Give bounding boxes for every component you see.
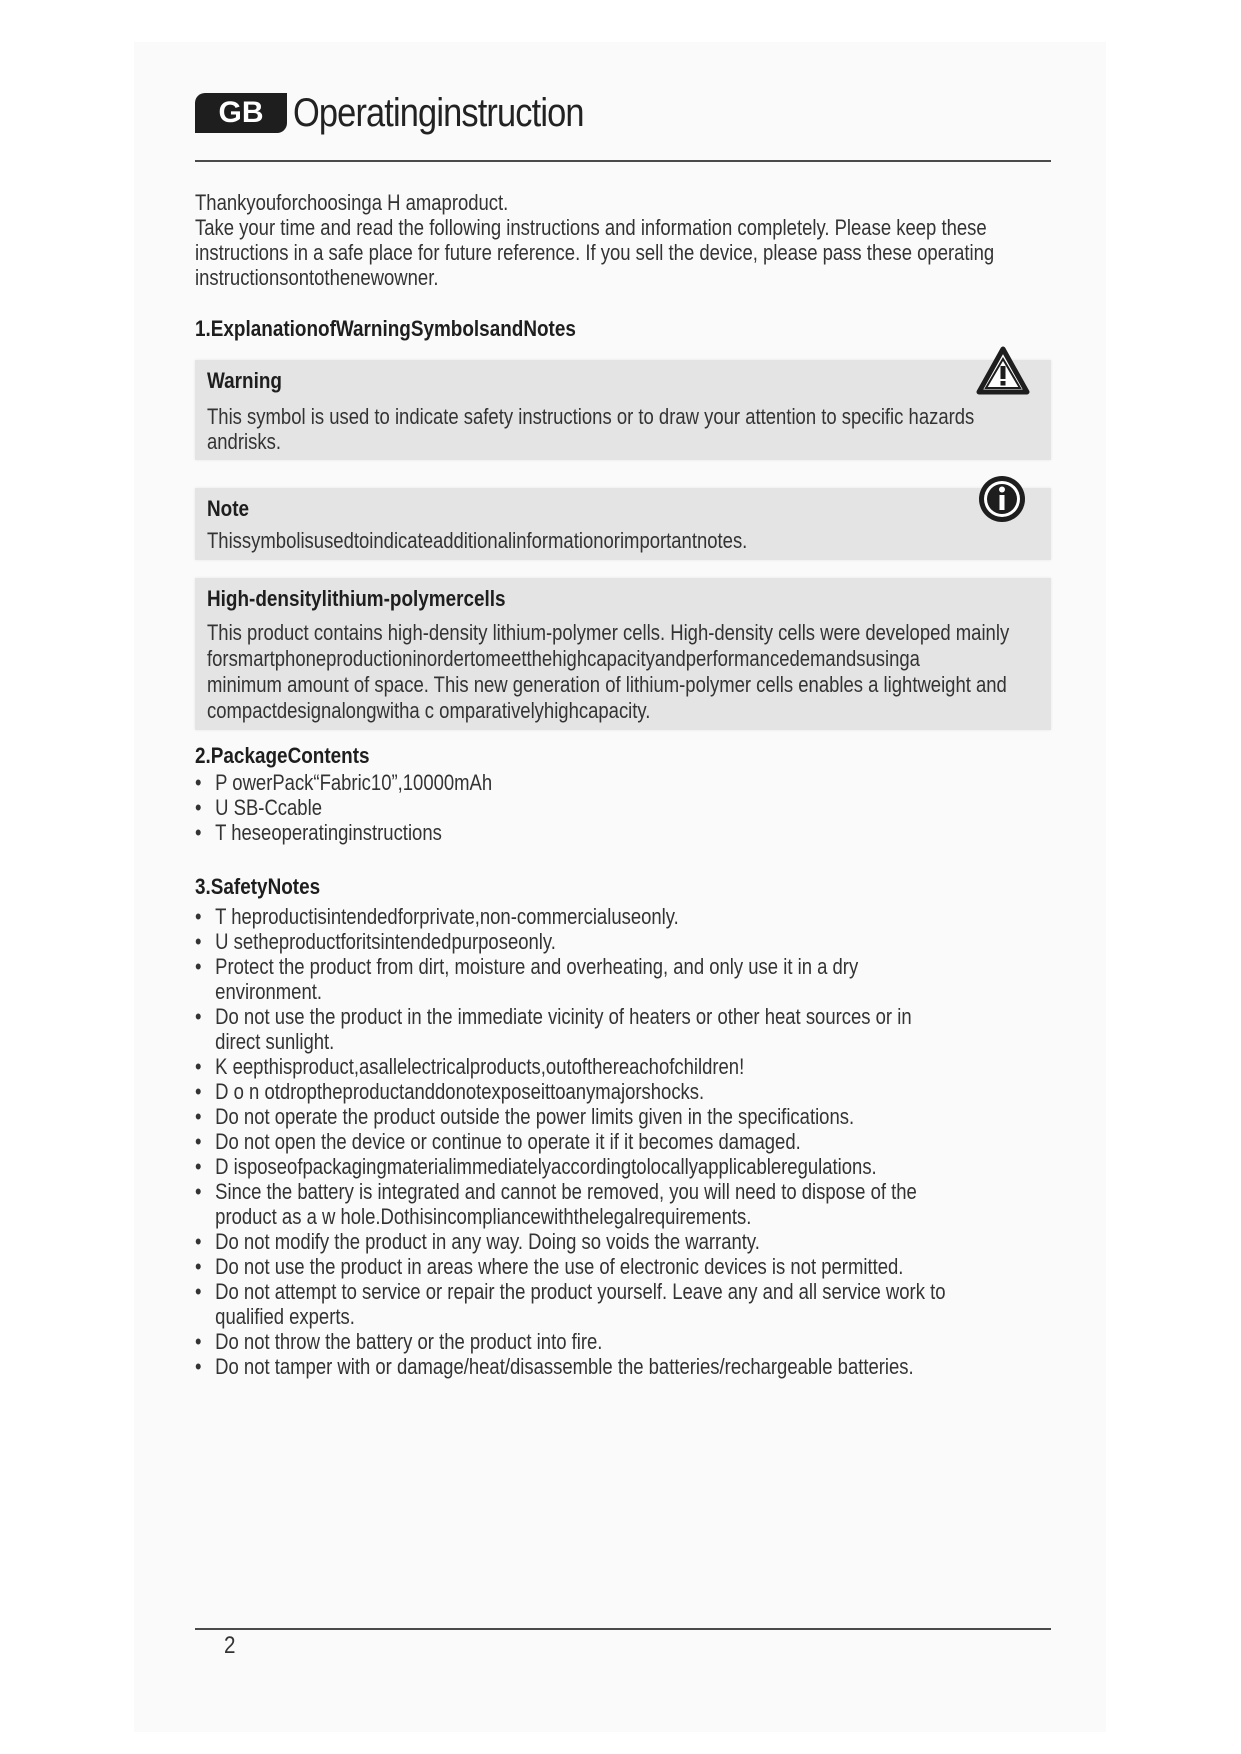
list-item: • D isposeofpackagingmaterialimmediatelyaccordingtolocallyapplicableregulations. — [195, 1154, 951, 1179]
section-heading-symbols: 1.ExplanationofWarningSymbolsandNotes — [195, 316, 576, 341]
page-number: 2 — [224, 1632, 236, 1659]
warning-line: This symbol is used to indicate safety instructions or to draw your attention to specific hazards — [207, 404, 975, 429]
note-text — [207, 528, 1047, 553]
warning-line: andrisks. — [207, 429, 281, 454]
list-item: • Do not throw the battery or the product into fire. — [195, 1329, 951, 1354]
lipo-line: forsmartphoneproductioninordertomeetthehighcapacityandperformancedemandsusinga — [207, 646, 920, 671]
lipo-title: High-densitylithium-polymercells — [207, 586, 506, 611]
section-heading-package: 2.PackageContents — [195, 743, 370, 768]
intro-line: Thankyouforchoosinga H amaproduct. — [195, 190, 509, 215]
intro-line: instructionsontothenewowner. — [195, 265, 439, 290]
section-heading-safety: 3.SafetyNotes — [195, 874, 321, 899]
language-badge: GB — [195, 93, 287, 133]
lipo-line: This product contains high-density lithium-polymer cells. High-density cells were developed mainly — [207, 620, 1010, 645]
list-item: • U setheproductforitsintendedpurposeonly. — [195, 929, 951, 954]
list-item: • Protect the product from dirt, moisture and overheating, and only use it in a dry environment. — [195, 954, 951, 1004]
list-item: • Do not tamper with or damage/heat/disassemble the batteries/rechargeable batteries. — [195, 1354, 951, 1379]
list-item: • Do not open the device or continue to operate it if it becomes damaged. — [195, 1129, 951, 1154]
warning-box — [195, 360, 1051, 460]
list-item: • Since the battery is integrated and cannot be removed, you will need to dispose of the product as a w hole.Dothisincompliancewiththelegalrequirements. — [195, 1179, 954, 1229]
list-item: • K eepthisproduct,asallelectricalproducts,outofthereachofchildren! — [195, 1054, 951, 1079]
list-item: • Do not use the product in the immediate vicinity of heaters or other heat sources or in direct sunlight. — [195, 1004, 921, 1054]
info-icon — [977, 474, 1027, 524]
warning-triangle-icon — [976, 346, 1030, 396]
intro-line: Take your time and read the following instructions and information completely. Please keep these — [195, 215, 987, 240]
note-line: Thissymbolisusedtoindicateadditionalinformationorimportantnotes. — [207, 528, 748, 553]
page-title: Operatinginstruction — [293, 91, 584, 135]
intro-paragraph — [195, 190, 1195, 290]
list-item: • T heproductisintendedforprivate,non-commercialuseonly. — [195, 904, 951, 929]
warning-title: Warning — [207, 368, 282, 393]
note-title: Note — [207, 496, 250, 521]
lipo-info-box — [195, 578, 1051, 730]
intro-line: instructions in a safe place for future reference. If you sell the device, please pass these operating — [195, 240, 995, 265]
lipo-text — [207, 620, 1047, 724]
lipo-line: minimum amount of space. This new generation of lithium-polymer cells enables a lightweight and — [207, 672, 1007, 697]
list-item: • P owerPack“Fabric10”,10000mAh — [195, 770, 1069, 795]
list-item: • Do not modify the product in any way. Doing so voids the warranty. — [195, 1229, 951, 1254]
safety-notes-list — [195, 904, 951, 1379]
list-item: • Do not use the product in areas where the use of electronic devices is not permitted. — [195, 1254, 951, 1279]
list-item: • Do not operate the product outside the power limits given in the specifications. — [195, 1104, 951, 1129]
lipo-line: compactdesignalongwitha c omparativelyhighcapacity. — [207, 698, 651, 723]
note-box — [195, 488, 1051, 560]
footer-rule — [195, 1628, 1051, 1630]
list-item: • T heseoperatinginstructions — [195, 820, 1069, 845]
package-contents-list — [195, 770, 1069, 845]
list-item: • U SB-Ccable — [195, 795, 1069, 820]
page-header — [195, 86, 1051, 162]
list-item: • D o n otdroptheproductanddonotexposeittoanymajorshocks. — [195, 1079, 951, 1104]
list-item: • Do not attempt to service or repair the product yourself. Leave any and all service work to qualified experts. — [195, 1279, 971, 1329]
warning-text — [207, 404, 1047, 454]
